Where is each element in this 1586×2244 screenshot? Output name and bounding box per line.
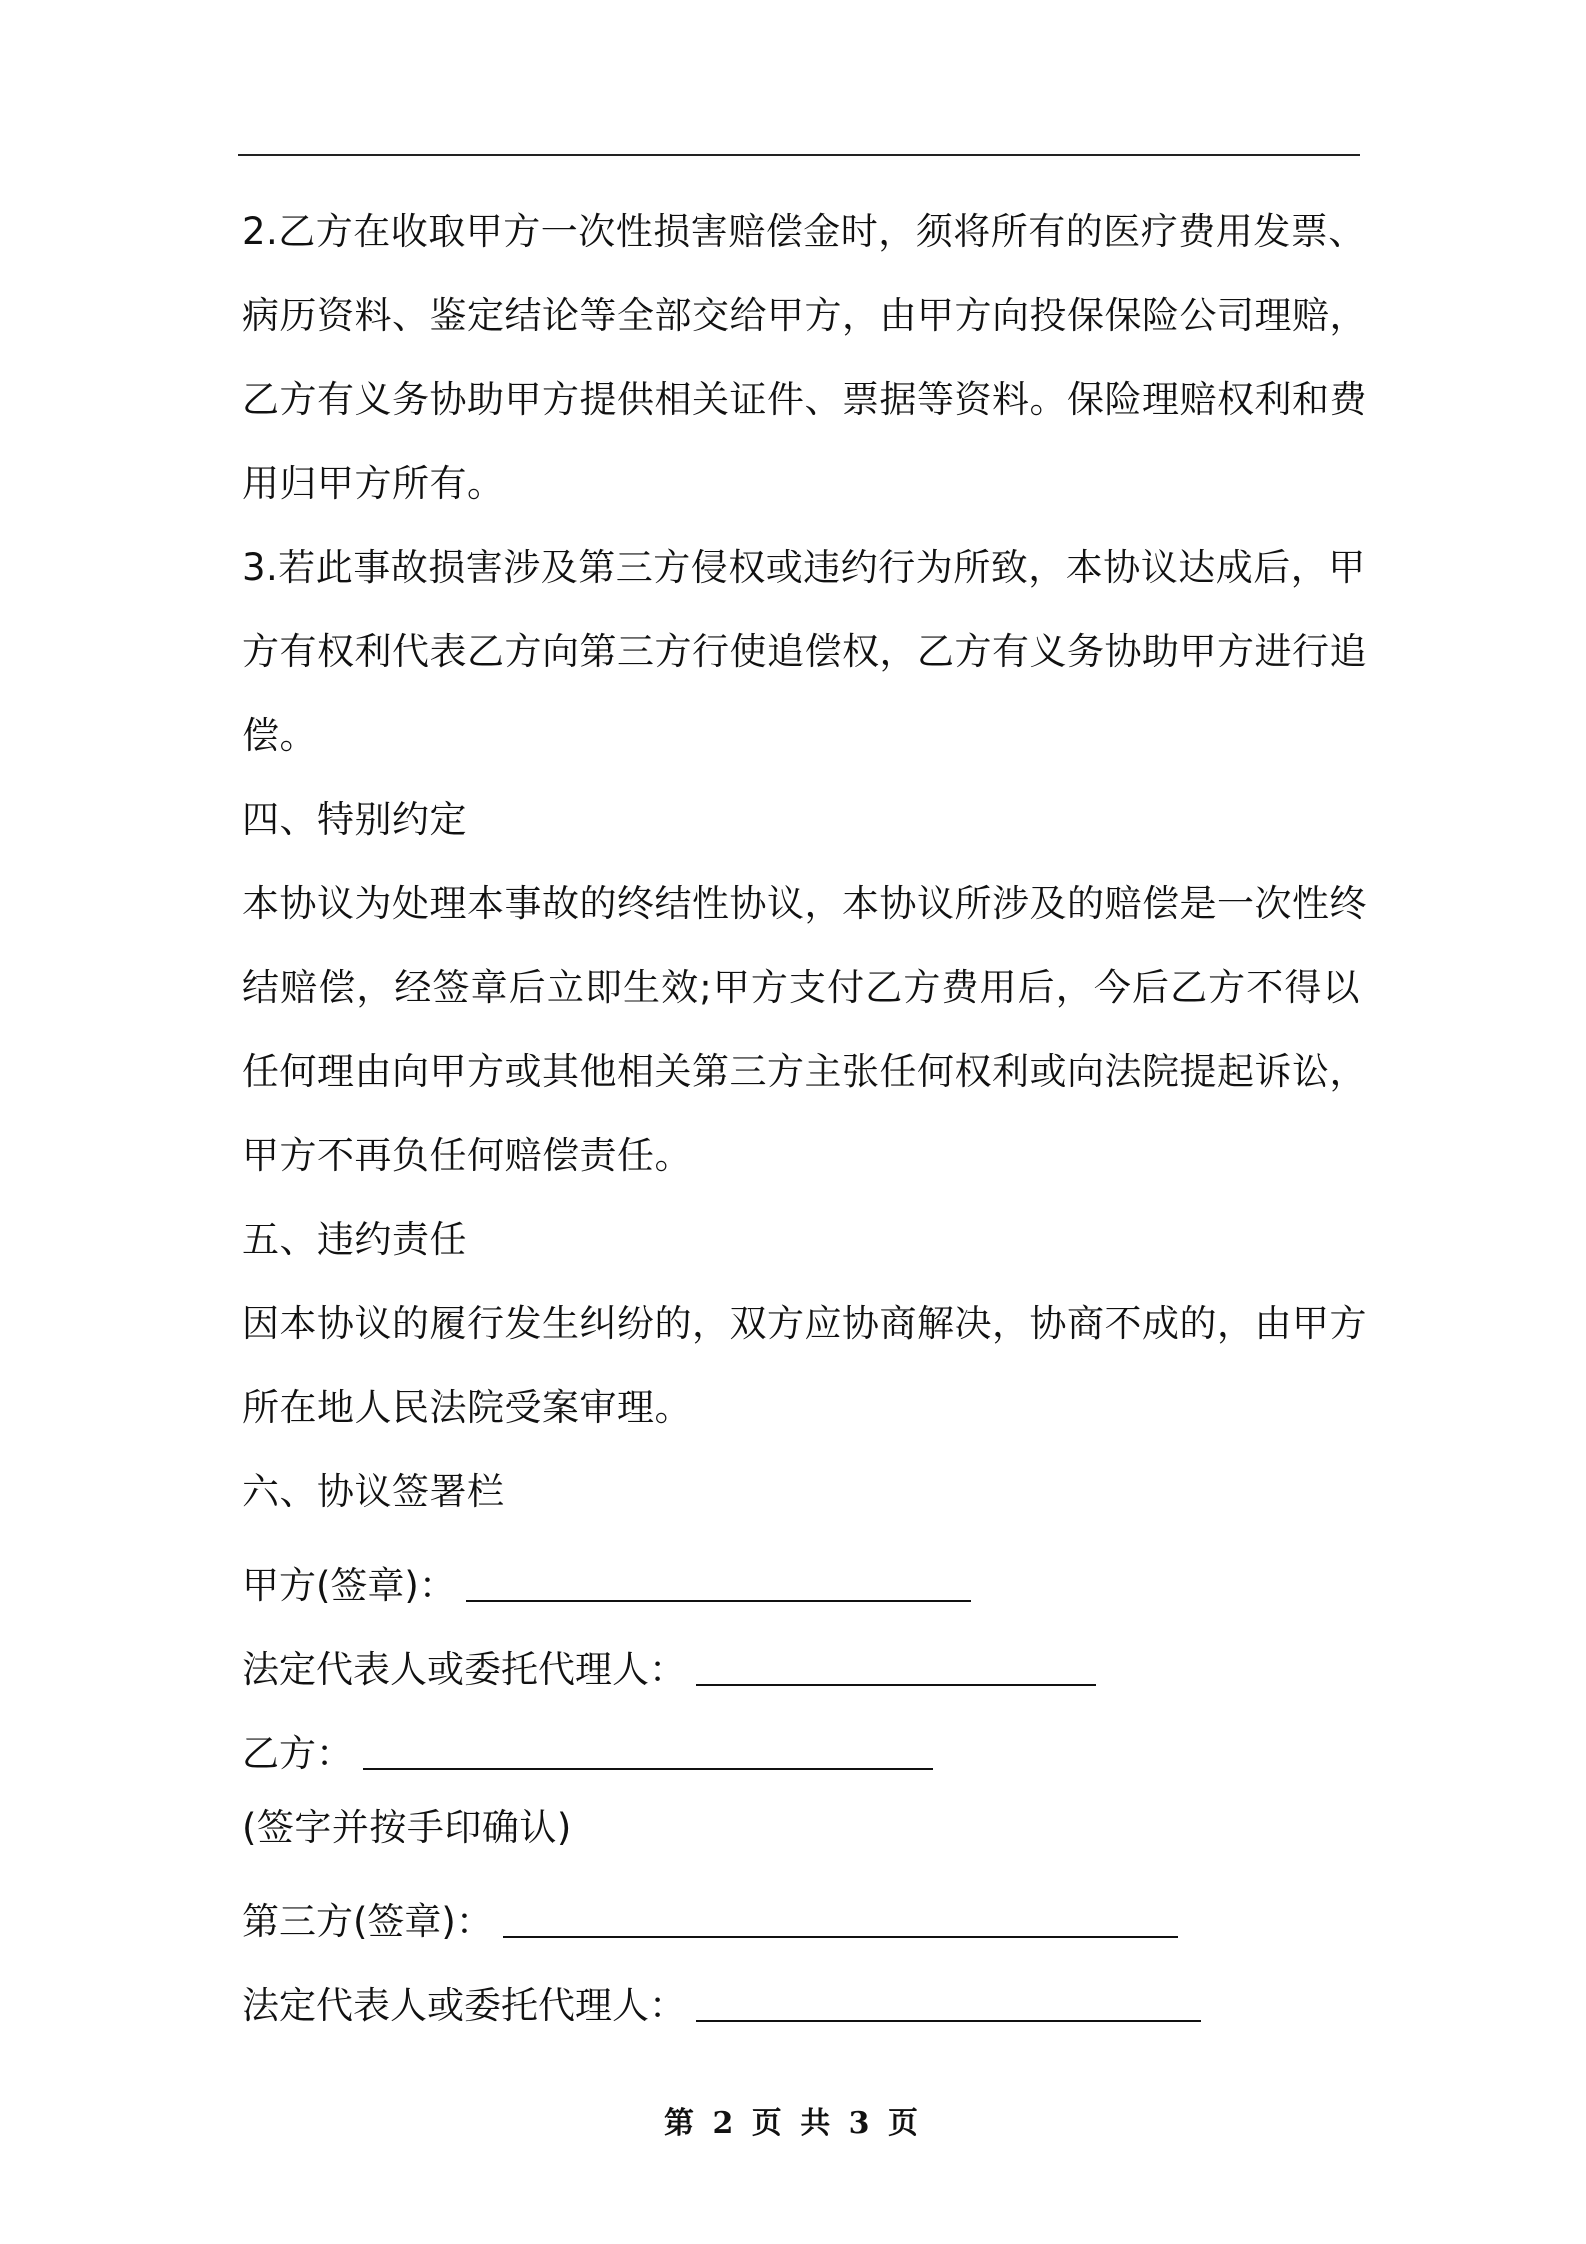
page-number: 第 2 页 共 3 页	[664, 2106, 922, 2141]
section-4-line-3: 任何理由向甲方或其他相关第三方主张任何权利或向法院提起诉讼，	[242, 1050, 1367, 1093]
section-6-heading: 六、协议签署栏	[242, 1470, 505, 1513]
party-a-signature-blank	[466, 1558, 971, 1602]
party-a-label: 甲方(签章)：	[242, 1564, 456, 1607]
section-4-heading: 四、特别约定	[242, 798, 467, 841]
clause-3-line-2: 方有权利代表乙方向第三方行使追偿权，乙方有义务协助甲方进行追	[242, 630, 1367, 673]
third-party-signature-blank	[503, 1894, 1178, 1938]
clause-2-line-1: 2.乙方在收取甲方一次性损害赔偿金时，须将所有的医疗费用发票、	[242, 210, 1366, 253]
clause-3-line-3: 偿。	[242, 714, 317, 757]
party-b-label: 乙方：	[242, 1732, 353, 1775]
party-b-signature-row	[242, 1712, 1360, 1796]
header-rule	[238, 154, 1360, 156]
clause-3-line-1: 3.若此事故损害涉及第三方侵权或违约行为所致，本协议达成后，甲	[242, 546, 1366, 589]
document-body	[242, 200, 1367, 2048]
third-party-rep-signature-blank	[696, 1978, 1201, 2022]
section-5-line-2: 所在地人民法院受案审理。	[242, 1386, 692, 1429]
section-4-line-4: 甲方不再负任何赔偿责任。	[242, 1134, 692, 1177]
clause-2-line-3: 乙方有义务协助甲方提供相关证件、票据等资料。保险理赔权利和费	[242, 378, 1367, 421]
section-4-line-1: 本协议为处理本事故的终结性协议，本协议所涉及的赔偿是一次性终	[242, 882, 1367, 925]
third-party-label: 第三方(签章)：	[242, 1900, 493, 1943]
section-4-line-2: 结赔偿，经签章后立即生效;甲方支付乙方费用后，今后乙方不得以	[242, 966, 1360, 1009]
party-a-rep-label: 法定代表人或委托代理人：	[242, 1648, 686, 1691]
party-b-note: (签字并按手印确认)	[242, 1806, 572, 1849]
party-a-signature-row	[242, 1544, 1360, 1628]
clause-2-line-4: 用归甲方所有。	[242, 462, 505, 505]
third-party-signature-row	[242, 1880, 1360, 1964]
third-party-rep-label: 法定代表人或委托代理人：	[242, 1984, 686, 2027]
section-5-line-1: 因本协议的履行发生纠纷的，双方应协商解决，协商不成的，由甲方	[242, 1302, 1367, 1345]
party-a-rep-signature-blank	[696, 1642, 1096, 1686]
party-b-signature-blank	[363, 1726, 933, 1770]
clause-2-line-2: 病历资料、鉴定结论等全部交给甲方，由甲方向投保保险公司理赔，	[242, 294, 1367, 337]
section-5-heading: 五、违约责任	[242, 1218, 467, 1261]
third-party-rep-signature-row	[242, 1964, 1360, 2048]
party-a-rep-signature-row	[242, 1628, 1360, 1712]
